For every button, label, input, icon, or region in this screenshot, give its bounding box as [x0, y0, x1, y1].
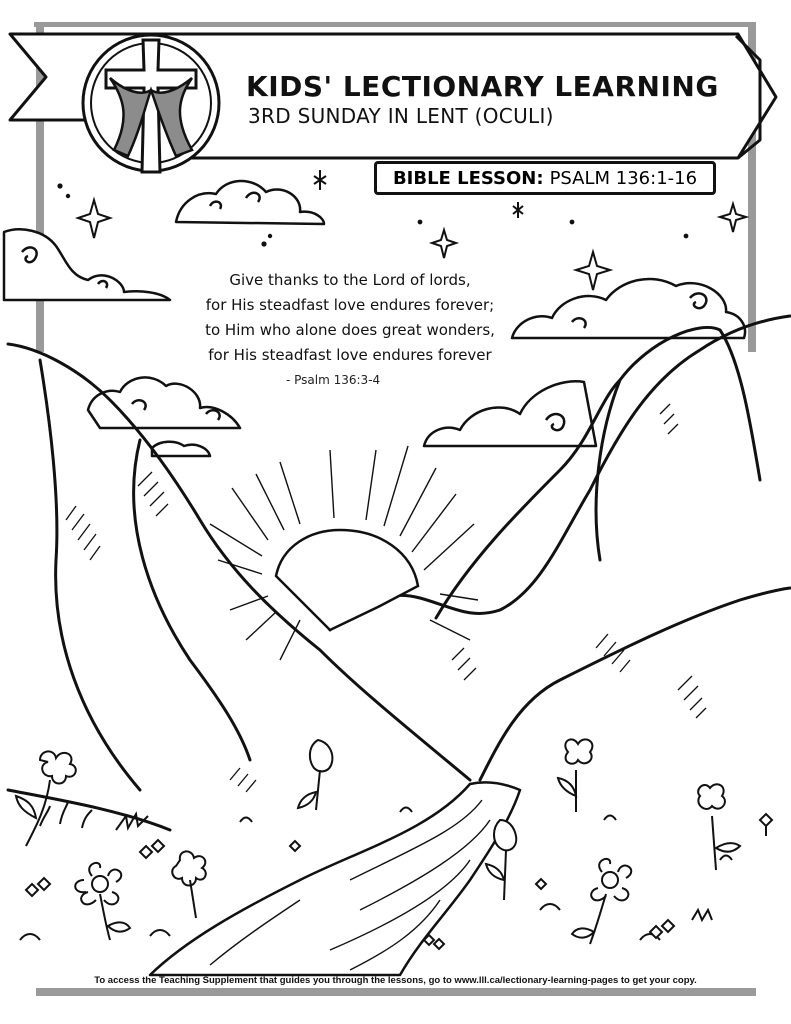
footer-note: To access the Teaching Supplement that guides you through the lessons, go to www.lll.ca/lectionary-learning-pages to get your copy.: [94, 975, 697, 986]
verse-line: for His steadfast love endures forever;: [205, 296, 495, 314]
verse-line: for His steadfast love endures forever: [208, 346, 492, 364]
rising-sun: [210, 446, 478, 660]
verse-line: to Him who alone does great wonders,: [205, 321, 495, 339]
cross-with-drape-icon: [83, 35, 219, 172]
flower-right-tulip: [698, 784, 740, 870]
flower-daisy-left: [75, 863, 130, 940]
verse-text: [180, 268, 520, 368]
bible-lesson-box: [374, 161, 716, 195]
page-title: KIDS' LECTIONARY LEARNING: [246, 70, 719, 103]
river: [150, 782, 520, 975]
verse-line: Give thanks to the Lord of lords,: [229, 271, 471, 289]
bible-lesson-reference: PSALM 136:1-16: [549, 167, 698, 189]
verse-citation: - Psalm 136:3-4: [286, 373, 381, 387]
flower-left: [16, 751, 76, 846]
page-subtitle: 3RD SUNDAY IN LENT (OCULI): [248, 104, 554, 128]
flower-daisy-mid: [172, 851, 206, 918]
flower-bud-center: [298, 740, 332, 810]
bible-lesson-label: BIBLE LESSON:: [392, 167, 544, 189]
flower-right-bud: [558, 739, 592, 812]
flower-daisy-right: [572, 859, 631, 944]
